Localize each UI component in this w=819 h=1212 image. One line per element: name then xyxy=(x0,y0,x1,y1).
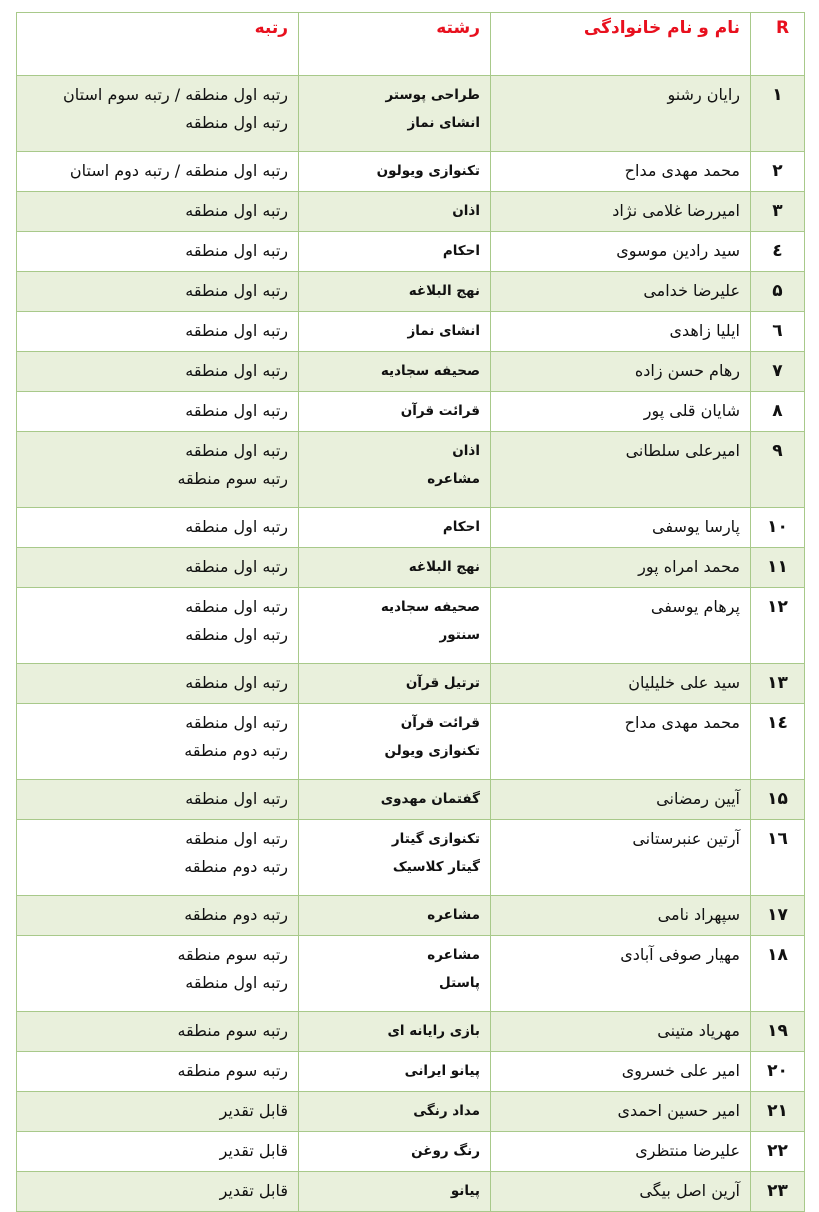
rank-cell xyxy=(17,272,299,312)
field-cell xyxy=(299,1132,491,1172)
row-number: ۱۱ xyxy=(751,548,805,588)
rank-cell xyxy=(17,588,299,664)
field-text: احکام xyxy=(442,243,480,259)
student-name: پرهام یوسفی xyxy=(491,588,751,664)
rank-text: رتبه سوم منطقه xyxy=(177,469,288,488)
field-cell xyxy=(299,432,491,508)
rank-text: رتبه سوم منطقه xyxy=(177,1021,288,1040)
table-row xyxy=(17,1172,805,1212)
rank-text: رتبه دوم منطقه xyxy=(184,857,288,876)
student-name: رایان رشنو xyxy=(491,76,751,152)
student-name: امیر علی خسروی xyxy=(491,1052,751,1092)
field-text: پیانو ایرانی xyxy=(404,1063,480,1079)
field-text: نهج البلاغه xyxy=(408,283,480,299)
row-number: ۱۳ xyxy=(751,664,805,704)
table-row xyxy=(17,232,805,272)
field-text: نهج البلاغه xyxy=(408,559,480,575)
table-row xyxy=(17,272,805,312)
row-number: ۹ xyxy=(751,432,805,508)
student-name: امیرعلی سلطانی xyxy=(491,432,751,508)
rank-text: رتبه دوم منطقه xyxy=(184,905,288,924)
header-field: رشته xyxy=(299,13,491,76)
field-cell xyxy=(299,152,491,192)
field-text: انشای نماز xyxy=(407,115,480,131)
header-rank: رتبه xyxy=(17,13,299,76)
field-cell xyxy=(299,548,491,588)
rank-cell xyxy=(17,1172,299,1212)
table-row xyxy=(17,352,805,392)
header-r: R xyxy=(751,13,805,76)
header-row xyxy=(17,13,805,76)
field-cell xyxy=(299,1052,491,1092)
row-number: ۱۲ xyxy=(751,588,805,664)
row-number: ۱۰ xyxy=(751,508,805,548)
rank-text: قابل تقدیر xyxy=(219,1141,288,1160)
field-cell xyxy=(299,312,491,352)
table-row xyxy=(17,936,805,1012)
student-name: شایان قلی پور xyxy=(491,392,751,432)
rank-cell xyxy=(17,548,299,588)
student-name: علیرضا منتظری xyxy=(491,1132,751,1172)
student-name: علیرضا خدامی xyxy=(491,272,751,312)
rank-cell xyxy=(17,232,299,272)
rank-cell xyxy=(17,704,299,780)
table-row xyxy=(17,432,805,508)
field-text: مشاعره xyxy=(427,947,480,963)
rank-cell xyxy=(17,1012,299,1052)
student-name: مهریاد متینی xyxy=(491,1012,751,1052)
field-text: مشاعره xyxy=(427,471,480,487)
field-text: قرائت قرآن xyxy=(400,715,480,731)
student-name: محمد مهدی مداح xyxy=(491,152,751,192)
row-number: ۱۹ xyxy=(751,1012,805,1052)
row-number: ۱۸ xyxy=(751,936,805,1012)
field-cell xyxy=(299,1092,491,1132)
field-text: سنتور xyxy=(439,627,480,643)
row-number: ۱٤ xyxy=(751,704,805,780)
rank-text: رتبه دوم منطقه xyxy=(184,741,288,760)
table-row xyxy=(17,192,805,232)
rank-text: رتبه اول منطقه xyxy=(185,789,288,808)
field-cell xyxy=(299,192,491,232)
rank-cell xyxy=(17,820,299,896)
rank-text: رتبه سوم منطقه xyxy=(177,945,288,964)
field-text: احکام xyxy=(442,519,480,535)
rank-text: قابل تقدیر xyxy=(219,1181,288,1200)
header-name: نام و نام خانوادگی xyxy=(491,13,751,76)
row-number: ۵ xyxy=(751,272,805,312)
table-row xyxy=(17,152,805,192)
student-name: پارسا یوسفی xyxy=(491,508,751,548)
rank-cell xyxy=(17,432,299,508)
student-name: مهیار صوفی آبادی xyxy=(491,936,751,1012)
rank-cell xyxy=(17,192,299,232)
table-row xyxy=(17,1052,805,1092)
table-row xyxy=(17,588,805,664)
table-row xyxy=(17,76,805,152)
field-text: قرائت قرآن xyxy=(400,403,480,419)
field-text: طراحی پوستر xyxy=(385,87,480,103)
rank-text: رتبه اول منطقه xyxy=(185,597,288,616)
rank-text: قابل تقدیر xyxy=(219,1101,288,1120)
field-text: پیانو xyxy=(450,1183,480,1199)
field-text: اذان xyxy=(452,203,480,219)
student-name: آرتین عنبرستانی xyxy=(491,820,751,896)
field-text: انشای نماز xyxy=(407,323,480,339)
student-name: آرین اصل بیگی xyxy=(491,1172,751,1212)
row-number: ۲ xyxy=(751,152,805,192)
rank-cell xyxy=(17,508,299,548)
rank-cell xyxy=(17,352,299,392)
rank-cell xyxy=(17,664,299,704)
student-name: امیر حسین احمدی xyxy=(491,1092,751,1132)
rank-text: رتبه اول منطقه xyxy=(185,113,288,132)
field-cell xyxy=(299,76,491,152)
student-name: سید علی خلیلیان xyxy=(491,664,751,704)
rank-cell xyxy=(17,896,299,936)
rank-cell xyxy=(17,312,299,352)
rank-cell xyxy=(17,936,299,1012)
rank-cell xyxy=(17,1052,299,1092)
field-text: تکنوازی ویولون xyxy=(376,163,480,179)
row-number: ۲۰ xyxy=(751,1052,805,1092)
rank-text: رتبه اول منطقه xyxy=(185,201,288,220)
row-number: ٤ xyxy=(751,232,805,272)
rank-text: رتبه اول منطقه xyxy=(185,557,288,576)
field-cell xyxy=(299,1172,491,1212)
row-number: ۱٦ xyxy=(751,820,805,896)
field-text: رنگ روغن xyxy=(411,1143,480,1159)
field-text: ترتیل قرآن xyxy=(405,675,480,691)
field-text: مداد رنگی xyxy=(413,1103,480,1119)
student-name: محمد امراه پور xyxy=(491,548,751,588)
row-number: ٦ xyxy=(751,312,805,352)
rank-text: رتبه اول منطقه / رتبه دوم استان xyxy=(69,161,288,180)
row-number: ۱۵ xyxy=(751,780,805,820)
table-row xyxy=(17,896,805,936)
student-name: سپهراد نامی xyxy=(491,896,751,936)
row-number: ۲۲ xyxy=(751,1132,805,1172)
student-name: محمد مهدی مداح xyxy=(491,704,751,780)
table-row xyxy=(17,664,805,704)
field-text: اذان xyxy=(452,443,480,459)
row-number: ۲۳ xyxy=(751,1172,805,1212)
table-row xyxy=(17,312,805,352)
rank-text: رتبه اول منطقه xyxy=(185,517,288,536)
field-cell xyxy=(299,704,491,780)
rank-text: رتبه اول منطقه xyxy=(185,713,288,732)
rank-text: رتبه اول منطقه xyxy=(185,281,288,300)
table-body xyxy=(17,76,805,1212)
field-cell xyxy=(299,896,491,936)
field-text: پاستل xyxy=(439,975,480,991)
table-row xyxy=(17,1132,805,1172)
table-row xyxy=(17,508,805,548)
table-row xyxy=(17,704,805,780)
rank-cell xyxy=(17,392,299,432)
rank-text: رتبه اول منطقه xyxy=(185,361,288,380)
field-text: صحیفه سجادیه xyxy=(380,599,480,615)
row-number: ۱۷ xyxy=(751,896,805,936)
rank-text: رتبه اول منطقه xyxy=(185,973,288,992)
field-cell xyxy=(299,936,491,1012)
rank-text: رتبه اول منطقه xyxy=(185,441,288,460)
rank-cell xyxy=(17,1132,299,1172)
field-text: گیتار کلاسیک xyxy=(392,859,480,875)
rank-text: رتبه اول منطقه xyxy=(185,241,288,260)
field-cell xyxy=(299,352,491,392)
rank-cell xyxy=(17,1092,299,1132)
student-name: رهام حسن زاده xyxy=(491,352,751,392)
row-number: ۳ xyxy=(751,192,805,232)
student-name: سید رادین موسوی xyxy=(491,232,751,272)
table-row xyxy=(17,820,805,896)
field-text: بازی رایانه ای xyxy=(387,1023,480,1039)
rank-text: رتبه سوم منطقه xyxy=(177,1061,288,1080)
row-number: ۲۱ xyxy=(751,1092,805,1132)
field-cell xyxy=(299,232,491,272)
field-cell xyxy=(299,664,491,704)
row-number: ۷ xyxy=(751,352,805,392)
rank-text: رتبه اول منطقه xyxy=(185,625,288,644)
rank-text: رتبه اول منطقه / رتبه سوم استان xyxy=(63,85,288,104)
student-name: امیررضا غلامی نژاد xyxy=(491,192,751,232)
field-cell xyxy=(299,820,491,896)
field-text: تکنوازی گیتار xyxy=(391,831,480,847)
rank-text: رتبه اول منطقه xyxy=(185,321,288,340)
field-text: گفتمان مهدوی xyxy=(380,791,480,807)
field-text: مشاعره xyxy=(427,907,480,923)
field-cell xyxy=(299,392,491,432)
table-row xyxy=(17,1092,805,1132)
field-text: صحیفه سجادیه xyxy=(380,363,480,379)
table-row xyxy=(17,780,805,820)
row-number: ۱ xyxy=(751,76,805,152)
student-name: ایلیا زاهدی xyxy=(491,312,751,352)
awards-table xyxy=(16,12,805,1212)
rank-cell xyxy=(17,780,299,820)
table-row xyxy=(17,548,805,588)
field-cell xyxy=(299,588,491,664)
field-text: تکنوازی ویولن xyxy=(384,743,480,759)
row-number: ۸ xyxy=(751,392,805,432)
rank-text: رتبه اول منطقه xyxy=(185,673,288,692)
table-row xyxy=(17,392,805,432)
field-cell xyxy=(299,1012,491,1052)
table-row xyxy=(17,1012,805,1052)
field-cell xyxy=(299,508,491,548)
field-cell xyxy=(299,780,491,820)
rank-cell xyxy=(17,152,299,192)
field-cell xyxy=(299,272,491,312)
student-name: آیین رمضانی xyxy=(491,780,751,820)
rank-text: رتبه اول منطقه xyxy=(185,829,288,848)
rank-text: رتبه اول منطقه xyxy=(185,401,288,420)
rank-cell xyxy=(17,76,299,152)
